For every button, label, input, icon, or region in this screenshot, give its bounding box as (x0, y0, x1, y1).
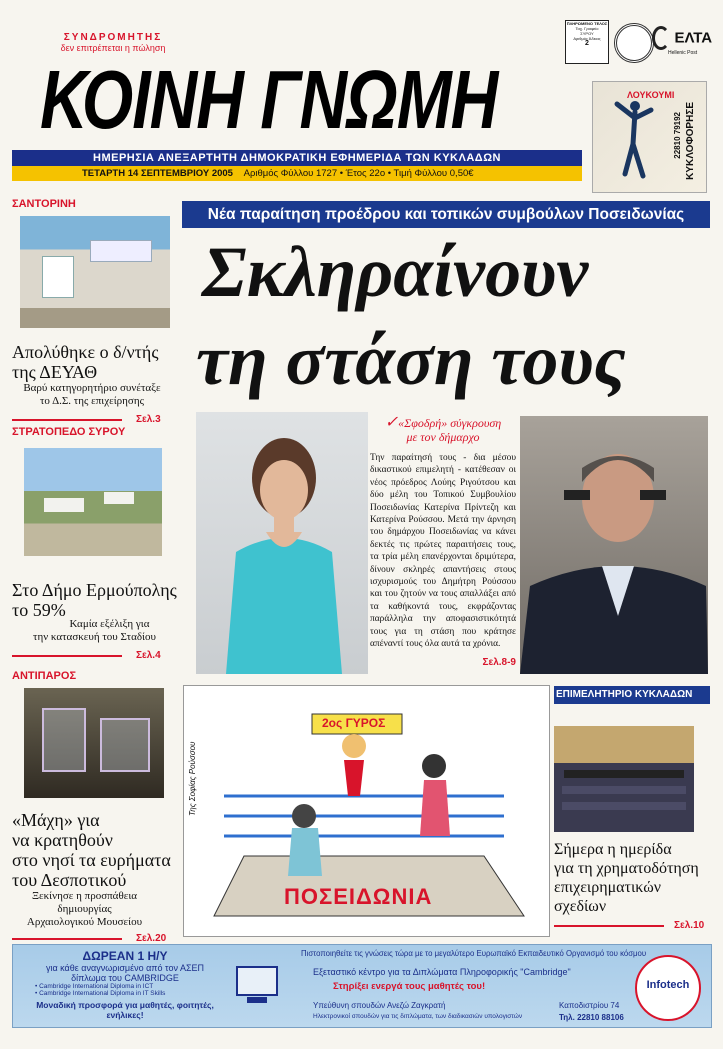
newspaper-title: ΚΟΙΝΗ ΓΝΩΜΗ (40, 52, 498, 146)
infotech-logo (635, 955, 701, 1021)
offer-title: ΔΩΡΕΑΝ 1 Η/Υ (82, 949, 168, 963)
headline-line: να κρατηθούν (12, 830, 113, 850)
portrait-man (520, 416, 708, 674)
page-ref-link[interactable]: Σελ.3 (136, 414, 161, 425)
cartoon-sign: 2ος ΓΥΡΟΣ (322, 716, 386, 730)
santorini-photo (20, 216, 170, 328)
page-ref-link[interactable]: Σελ.8-9 (482, 656, 516, 668)
sidebar-antiparos (12, 670, 177, 944)
infotech-label: Infotech (646, 979, 690, 991)
ad-center-bold: Στηρίξει ενεργά τους μαθητές του! (333, 981, 486, 992)
headline-line: Σκληραίνουν (202, 232, 589, 312)
headline-line: Απολύθηκε ο δ/ντής (12, 342, 159, 362)
bottom-ad (12, 944, 712, 1028)
section-label: ΣΤΡΑΤΟΠΕΔΟ ΣΥΡΟΥ (12, 426, 126, 438)
page-ref-row (12, 650, 177, 661)
top-ad-phone: 22810 79192 (673, 112, 682, 159)
camp-photo (24, 448, 162, 556)
man-photo (520, 416, 708, 674)
sub-line: Ξεκίνησε η προσπάθεια (31, 890, 138, 902)
runner-figure (607, 94, 667, 193)
top-ad-vertical: ΚΥΚΛΟΦΟΡΗΣΕ (685, 102, 696, 180)
antiparos-sub (12, 890, 157, 929)
headline-line: στο νησί τα ευρήματα (12, 850, 171, 870)
offer-line: δίπλωμα του CAMBRIDGE (71, 973, 179, 983)
banner-text: Νέα παραίτηση προέδρου και τοπικών συμβούλων Ποσειδωνίας (207, 206, 685, 223)
ad-phone: Τηλ. 22810 88106 (559, 1013, 624, 1022)
divider (12, 938, 122, 940)
main-banner (182, 201, 710, 228)
cartoon (183, 685, 550, 937)
divider (12, 419, 122, 421)
headline-line: επιχειρηματικών (554, 879, 661, 896)
page-ref-link[interactable]: Σελ.20 (136, 933, 167, 944)
offer-block (25, 949, 225, 1020)
cartoon-credit: Της Σοφίας Ρούσσου (188, 741, 197, 816)
santorini-headline (12, 342, 177, 382)
page-ref-row (12, 933, 177, 944)
subscription-note (58, 32, 168, 53)
sidebar-santorini (12, 198, 177, 425)
portrait-woman (196, 412, 368, 674)
sidebar-camp (12, 426, 177, 661)
kicker-line: «Σφοδρή» σύγκρουση (398, 416, 502, 430)
main-article (370, 416, 516, 668)
article-body: Την παραίτησή τους - δια μέσου δικαστικού επιμελητή - κατέθεσαν οι νέος πρόεδρος Λούης Ριγούτσου και δύο μέλη του Τοπικού Συμβουλίου Ποσειδωνίας Κατερίνα Πρίντεζη και Κατερίνα Ρούσσου. Μετά την άρνηση του δημάρχου Ποσειδωνίας να κάνει δεκτές τις πρώτες παραιτήσεις τους, τα τρία μέλη επανέρχονται δριμύτερα, δίνουν σκληρές απαντήσεις στους ισχυρισμούς του Δημήτρη Ρούσσου και του ζητούν να τους απαλλάξει από τα καθήκοντά τους, εκφράζοντας παράλληλα την αποφασιστικότητά τους για τη στάση που κράτησε απέναντί τους όλα αυτά τα χρόνια. (370, 453, 516, 650)
postage-line: 2 (585, 40, 589, 47)
ad-center-line: Εξεταστικό κέντρο για τα Διπλώματα Πληροφορικής "Cambridge" (313, 967, 571, 977)
subscription-label: ΣΥΝΔΡΟΜΗΤΗΣ (63, 32, 163, 43)
antiparos-headline (12, 810, 177, 890)
camp-headline (12, 580, 177, 620)
issue-info: Αριθμός Φύλλου 1727 • Έτος 22ο • Τιμή Φύλλου 0,50€ (243, 168, 474, 179)
page-ref-link[interactable]: Σελ.10 (674, 920, 705, 931)
offer-line: για κάθε αναγνωρισμένο από τον ΑΣΕΠ (45, 963, 205, 973)
headline-line: του Δεσποτικού (12, 870, 127, 890)
computer-icon (233, 963, 283, 1009)
elta-label: ΕΛΤΑ (674, 29, 713, 47)
section-label: ΑΝΤΙΠΑΡΟΣ (12, 670, 77, 682)
headline-line: τη στάση τους (196, 320, 626, 400)
headline-line: σχεδίων (554, 898, 607, 915)
postage-box (565, 20, 609, 64)
offer-footer: Μοναδική προσφορά για μαθητές, φοιτητές, ενήλικες! (36, 1000, 214, 1020)
ad-contact-sub: Ηλεκτρονικοί σπουδών για τις διπλώματα, των διαδικασιών υπολογιστών (313, 1013, 523, 1020)
headline-line: το 59% (12, 600, 66, 620)
headline-line: «Μάχη» για (12, 810, 100, 830)
check-icon: ✓ (384, 414, 399, 431)
top-ad-brand: ΛΟΥΚΟΥΜΙ (627, 90, 675, 100)
postage-line: ΣΥΡΟΥ (580, 31, 594, 36)
elta-logo (652, 26, 712, 56)
postage-line: Ταχ. Γραφείο (575, 26, 599, 31)
postage-line: ΠΛΗΡΩΜΕΝΟ ΤΕΛΟΣ (566, 21, 608, 26)
sub-line: Αρχαιολογικού Μουσείου (26, 916, 143, 928)
page-ref-row (12, 414, 177, 425)
main-headline (196, 228, 716, 404)
ad-top-line: Πιστοποιηθείτε τις γνώσεις τώρα με το μεγαλύτερο Ευρωπαϊκό Εκπαιδευτικό Οργανισμό του κόσμου (301, 949, 647, 958)
tagline: ΗΜΕΡΗΣΙΑ ΑΝΕΞΑΡΤΗΤΗ ΔΗΜΟΚΡΑΤΙΚΗ ΕΦΗΜΕΡΙΔΑ ΤΩΝ ΚΥΚΛΑΔΩΝ (93, 152, 501, 164)
top-ad (592, 81, 707, 193)
ad-contact: Υπεύθυνη σπουδών Ανεζώ Ζαγκρατή (313, 1001, 446, 1010)
headline-line: Στο Δήμο Ερμούπολης (12, 580, 177, 600)
headline-line: Σήμερα η ημερίδα (554, 841, 672, 858)
kicker-line: με τον δήμαρχο (406, 430, 480, 444)
divider (554, 925, 664, 927)
headline-line: της ΔΕΥΑΘ (12, 362, 98, 382)
divider (12, 655, 122, 657)
tagline-bar (12, 150, 582, 166)
museum-photo (24, 688, 164, 798)
chamber-headline (554, 840, 710, 916)
camp-sub (12, 618, 177, 644)
woman-photo (196, 412, 368, 674)
kicker (370, 416, 516, 444)
page-ref-row (554, 920, 710, 931)
section-label: ΣΑΝΤΟΡΙΝΗ (12, 198, 76, 210)
sub-line: Καμία εξέλιξη για (69, 618, 150, 630)
seal-icon (614, 23, 654, 63)
sub-line: το Δ.Σ. της επιχείρησης (40, 395, 144, 407)
conference-photo (554, 726, 694, 832)
elta-sub: Hellenic Post (668, 50, 698, 56)
ad-address: Καποδιστρίου 74 (559, 1001, 620, 1010)
cartoon-ring-text: ΠΟΣΕΙΔΩΝΙΑ (284, 884, 433, 909)
offer-bullet: • Cambridge International Diploma in ICT (35, 983, 154, 990)
section-label: ΕΠΙΜΕΛΗΤΗΡΙΟ ΚΥΚΛΑΔΩΝ (554, 686, 710, 704)
headline-line: για τη χρηματοδότηση (554, 860, 699, 877)
postage-line: Αριθμός Άδειας (573, 36, 601, 41)
sub-line: Βαρύ κατηγορητήριο συνέταξε (23, 382, 161, 394)
subscription-sub: δεν επιτρέπεται η πώληση (60, 43, 166, 53)
chamber-box (554, 686, 710, 931)
date-bar (12, 166, 582, 181)
sub-line: δημιουργίας (57, 903, 112, 915)
sub-line: την κατασκευή του Σταδίου (33, 631, 156, 643)
elta-icon (652, 26, 670, 50)
offer-bullet: • Cambridge International Diploma in IT Skills (35, 990, 166, 997)
santorini-sub (12, 382, 172, 408)
issue-date: ΤΕΤΑΡΤΗ 14 ΣΕΠΤΕΜΒΡΙΟΥ 2005 (82, 168, 233, 179)
page-ref-link[interactable]: Σελ.4 (136, 650, 161, 661)
